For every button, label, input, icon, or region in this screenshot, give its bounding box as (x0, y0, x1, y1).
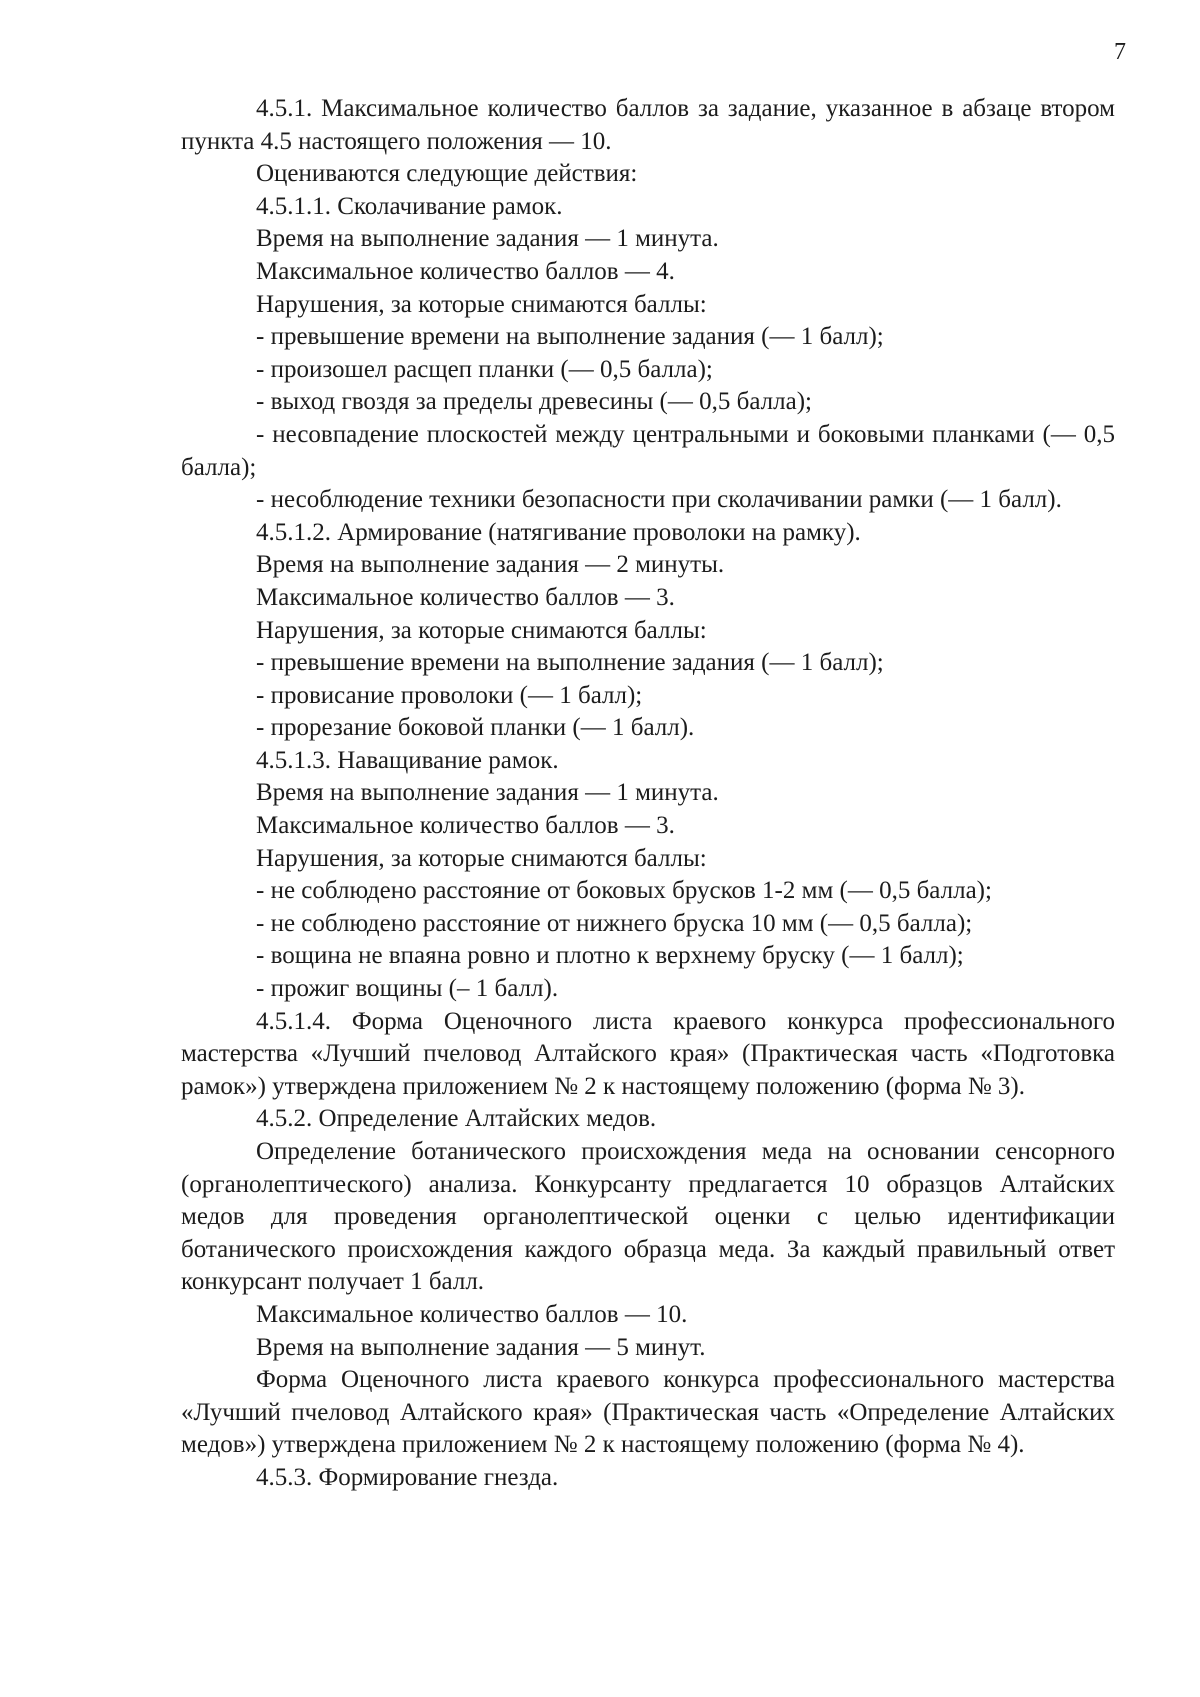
page-number: 7 (1114, 39, 1126, 65)
paragraph: - несоблюдение техники безопасности при сколачивании рамки (— 1 балл). (256, 486, 1062, 514)
paragraph: 4.5.1.2. Армирование (натягивание проволоки на рамку). (256, 518, 861, 546)
paragraph: Максимальное количество баллов — 3. (256, 812, 675, 840)
paragraph: 4.5.1.1. Сколачивание рамок. (256, 192, 563, 220)
paragraph: 4.5.1.4. Форма Оценочного листа краевого конкурса профессионального мастерства «Лучший пчеловод Алтайского края» (Практическая часть «Подготовка рамок») утверждена приложением № 2 к настоящему положению (форма № 3). (181, 1007, 1115, 1100)
paragraph: Определение ботанического происхождения меда на основании сенсорного (органолептического) анализа. Конкурсанту предлагается 10 образцов Алтайских медов для проведения органолептической оценки с целью идентификации ботанического происхождения каждого образца меда. За каждый правильный ответ конкурсант получает 1 балл. (181, 1138, 1115, 1296)
paragraph: Нарушения, за которые снимаются баллы: (256, 844, 707, 872)
document-body (181, 93, 1115, 1495)
paragraph: - прожиг вощины (– 1 балл). (256, 975, 559, 1003)
paragraph: - не соблюдено расстояние от нижнего бруска 10 мм (— 0,5 балла); (256, 909, 973, 937)
paragraph: Максимальное количество баллов — 4. (256, 257, 675, 285)
paragraph: - превышение времени на выполнение задания (— 1 балл); (256, 649, 884, 677)
paragraph: 4.5.1. Максимальное количество баллов за задание, указанное в абзаце втором пункта 4.5 настоящего положения — 10. (181, 95, 1115, 155)
paragraph: Время на выполнение задания — 2 минуты. (256, 551, 725, 579)
paragraph: - прорезание боковой планки (— 1 балл). (256, 714, 695, 742)
paragraph: Оцениваются следующие действия: (256, 160, 638, 188)
paragraph: - превышение времени на выполнение задания (— 1 балл); (256, 323, 884, 351)
paragraph: Время на выполнение задания — 1 минута. (256, 225, 719, 253)
paragraph: - произошел расщеп планки (— 0,5 балла); (256, 355, 713, 383)
paragraph: 4.5.1.3. Наващивание рамок. (256, 746, 559, 774)
paragraph: - не соблюдено расстояние от боковых брусков 1-2 мм (— 0,5 балла); (256, 877, 992, 905)
paragraph: Нарушения, за которые снимаются баллы: (256, 616, 707, 644)
paragraph: Время на выполнение задания — 5 минут. (256, 1333, 706, 1361)
paragraph: Время на выполнение задания — 1 минута. (256, 779, 719, 807)
paragraph: - выход гвоздя за пределы древесины (— 0,5 балла); (256, 388, 812, 416)
paragraph: - несовпадение плоскостей между центральными и боковыми планками (— 0,5 балла); (181, 420, 1115, 481)
paragraph: 4.5.2. Определение Алтайских медов. (256, 1105, 657, 1133)
paragraph: Максимальное количество баллов — 3. (256, 583, 675, 611)
paragraph: Нарушения, за которые снимаются баллы: (256, 290, 707, 318)
paragraph: Форма Оценочного листа краевого конкурса профессионального мастерства «Лучший пчеловод Алтайского края» (Практическая часть «Определение Алтайских медов») утверждена приложением № 2 к настоящему положению (форма № 4). (181, 1366, 1115, 1459)
paragraph: - вощина не впаяна ровно и плотно к верхнему бруску (— 1 балл); (256, 942, 964, 970)
paragraph: 4.5.3. Формирование гнезда. (256, 1463, 559, 1491)
paragraph: - провисание проволоки (— 1 балл); (256, 681, 643, 709)
paragraph: Максимальное количество баллов — 10. (256, 1300, 688, 1328)
